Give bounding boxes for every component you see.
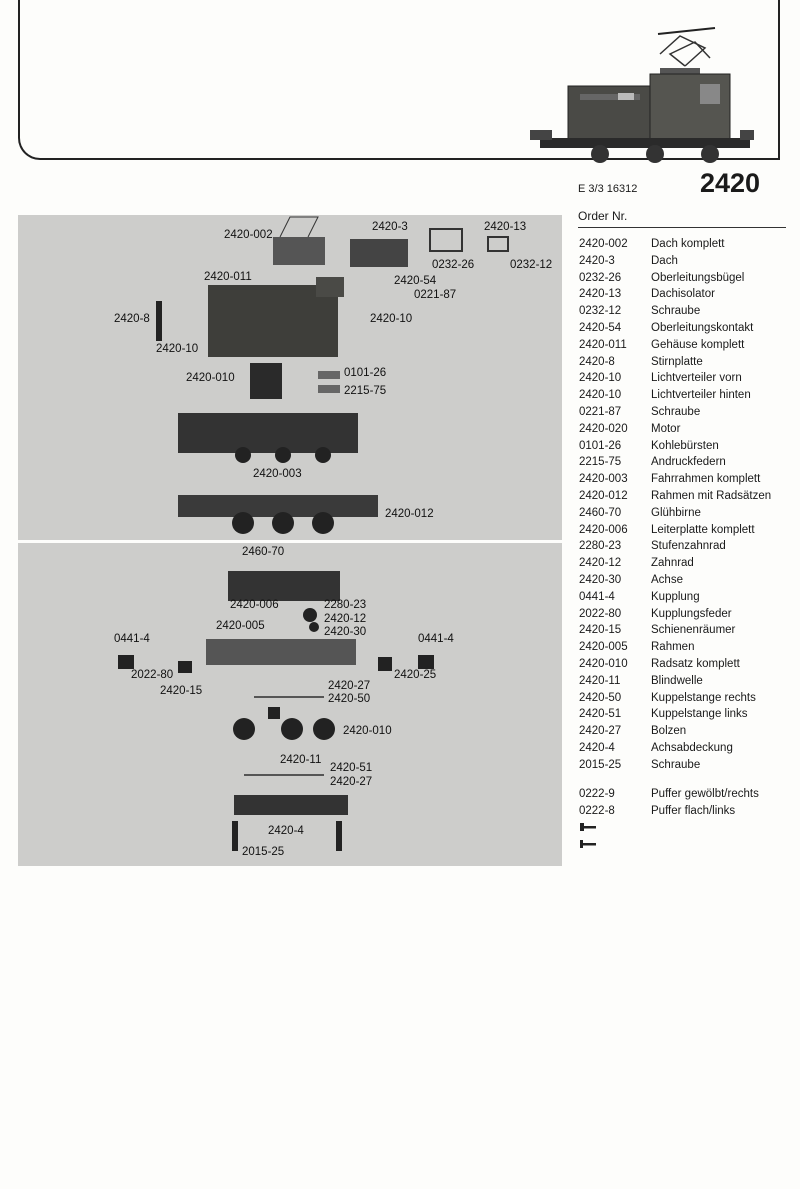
callout-label: 0232-26: [432, 259, 475, 271]
parts-list-row: [579, 471, 771, 488]
parts-list-row: [579, 757, 771, 774]
part-number: 0222-9: [579, 788, 615, 800]
callout-label: 2420-25: [394, 669, 437, 681]
callout-label: 2460-70: [242, 546, 285, 558]
parts-list-row: [579, 337, 771, 354]
callout-label: 2022-80: [131, 669, 174, 681]
callout-label: 2420-10: [370, 313, 413, 325]
parts-list-row: [579, 606, 771, 623]
part-number: 2420-005: [579, 641, 628, 654]
callout-label: 2420-13: [484, 221, 527, 233]
upper-parts-drawing: [18, 215, 562, 540]
part-description: Fahrrahmen komplett: [651, 473, 761, 486]
part-description: Schraube: [651, 305, 701, 318]
callout-label: 2420-27: [328, 680, 371, 692]
callout-label: 2420-003: [253, 468, 302, 480]
callout-label: 2420-006: [230, 599, 279, 611]
parts-list-row: [579, 488, 771, 505]
part-number: 0101-26: [579, 439, 622, 452]
callout-label: 2420-54: [394, 275, 437, 287]
part-description: Oberleitungsbügel: [651, 271, 745, 284]
part-number: 2420-11: [579, 674, 621, 687]
part-number: 2420-020: [579, 422, 628, 435]
part-number: 0441-4: [579, 590, 615, 603]
parts-list-row: [579, 723, 771, 740]
model-number: 2420: [700, 168, 761, 198]
callout-label: 2420-011: [204, 271, 252, 283]
part-description: Lichtverteiler vorn: [651, 372, 742, 385]
callout-label: 2420-15: [160, 685, 203, 697]
part-description: Puffer gewölbt/rechts: [651, 788, 759, 800]
part-description: Gehäuse komplett: [651, 338, 745, 351]
parts-list-row: [579, 803, 759, 820]
exploded-view-upper: [18, 215, 562, 540]
part-number: 2420-12: [579, 557, 622, 570]
order-number-label: Order Nr.: [578, 209, 628, 223]
callout-label: 0232-12: [510, 259, 553, 271]
part-description: Schraube: [651, 758, 701, 771]
model-subtitle: E 3/3 16312: [578, 183, 638, 195]
part-number: 2420-010: [579, 657, 628, 670]
parts-list-row: [579, 303, 771, 320]
part-description: Dach: [651, 254, 678, 267]
part-number: 2015-25: [579, 758, 622, 771]
part-number: 2420-10: [579, 372, 622, 385]
part-description: Achsabdeckung: [651, 741, 733, 754]
part-number: 2420-4: [579, 741, 615, 754]
callout-label: 2420-27: [330, 776, 373, 788]
parts-list-row: [579, 270, 771, 287]
part-number: 2420-012: [579, 489, 628, 502]
part-number: 2022-80: [579, 607, 622, 620]
parts-list-row: [579, 639, 771, 656]
lower-parts-drawing: [18, 543, 562, 866]
part-description: Zahnrad: [651, 557, 694, 570]
part-number: 2420-13: [579, 288, 622, 301]
parts-list-row: [579, 572, 771, 589]
part-description: Glühbirne: [651, 506, 701, 519]
callout-label: 0441-4: [418, 633, 454, 645]
part-description: Rahmen mit Radsätzen: [651, 489, 772, 502]
exploded-view-lower: [18, 543, 562, 866]
part-description: Dachisolator: [651, 288, 715, 301]
part-number: 0221-87: [579, 405, 622, 418]
callout-label: 2420-010: [186, 372, 235, 384]
buffer-parts-list: [579, 786, 759, 820]
part-description: Lichtverteiler hinten: [651, 389, 751, 402]
locomotive-illustration: [520, 18, 760, 163]
part-number: 2280-23: [579, 540, 622, 553]
callout-label: 2420-12: [324, 613, 367, 625]
part-description: Schienenräumer: [651, 624, 736, 637]
part-description: Kohlebürsten: [651, 439, 719, 452]
parts-list-row: [579, 253, 771, 270]
parts-list-row: [579, 404, 771, 421]
callout-label: 2420-012: [385, 508, 434, 520]
part-description: Rahmen: [651, 641, 695, 654]
part-description: Kuppelstange links: [651, 708, 748, 721]
order-divider: [578, 227, 786, 228]
part-description: Leiterplatte komplett: [651, 523, 755, 536]
callout-label: 2420-005: [216, 620, 265, 632]
buffer-flat-icon: [580, 839, 598, 849]
part-description: Stufenzahnrad: [651, 540, 726, 553]
part-number: 2420-54: [579, 321, 622, 334]
callout-label: 2420-010: [343, 725, 392, 737]
parts-list-row: [579, 438, 771, 455]
part-number: 2420-011: [579, 338, 627, 351]
callout-label: 2420-50: [328, 693, 371, 705]
callout-label: 2215-75: [344, 385, 387, 397]
part-description: Stirnplatte: [651, 355, 703, 368]
parts-list-row: [579, 286, 771, 303]
callout-label: 2280-23: [324, 599, 367, 611]
part-description: Puffer flach/links: [651, 804, 736, 817]
part-number: 2420-006: [579, 523, 628, 536]
callout-label: 2015-25: [242, 846, 285, 858]
callout-label: 0221-87: [414, 289, 457, 301]
part-description: Dach komplett: [651, 238, 725, 250]
part-number: 2420-27: [579, 725, 622, 738]
parts-list-row: [579, 522, 771, 539]
callout-label: 2420-30: [324, 626, 367, 638]
parts-list-row: [579, 673, 771, 690]
parts-list-row: [579, 454, 771, 471]
callout-label: 2420-10: [156, 343, 199, 355]
part-number: 2420-15: [579, 624, 622, 637]
parts-list-row: [579, 656, 771, 673]
part-number: 0232-26: [579, 271, 622, 284]
part-number: 2420-002: [579, 238, 628, 250]
callout-label: 2420-3: [372, 221, 408, 233]
part-number: 2420-003: [579, 473, 628, 486]
part-description: Motor: [651, 422, 681, 435]
part-description: Schraube: [651, 405, 701, 418]
buffer-domed-icon: [580, 822, 598, 832]
part-number: 2420-10: [579, 389, 622, 402]
part-number: 2420-8: [579, 355, 615, 368]
parts-list: [579, 236, 771, 774]
parts-list-row: [579, 538, 771, 555]
part-number: 0222-8: [579, 804, 615, 817]
part-description: Andruckfedern: [651, 456, 726, 469]
part-number: 2460-70: [579, 506, 622, 519]
callout-label: 2420-51: [330, 762, 373, 774]
callout-label: 2420-8: [114, 313, 150, 325]
parts-list-row: [579, 387, 771, 404]
part-description: Blindwelle: [651, 674, 703, 687]
part-description: Bolzen: [651, 725, 687, 738]
part-description: Radsatz komplett: [651, 657, 740, 670]
part-number: 2420-50: [579, 691, 622, 704]
part-description: Kupplungsfeder: [651, 607, 732, 620]
part-number: 2420-30: [579, 573, 622, 586]
callout-label: 2420-002: [224, 229, 273, 241]
parts-list-row: [579, 236, 771, 253]
part-number: 2420-3: [579, 254, 615, 267]
parts-list-row: [579, 622, 771, 639]
parts-list-row: [579, 740, 771, 757]
part-description: Kupplung: [651, 590, 700, 603]
part-description: Kuppelstange rechts: [651, 691, 756, 704]
part-description: Achse: [651, 573, 683, 586]
part-description: Oberleitungskontakt: [651, 321, 754, 334]
parts-list-row: [579, 786, 759, 803]
parts-list-row: [579, 589, 771, 606]
part-number: 2420-51: [579, 708, 622, 721]
parts-list-row: [579, 706, 771, 723]
parts-list-row: [579, 370, 771, 387]
parts-list-row: [579, 505, 771, 522]
part-number: 2215-75: [579, 456, 622, 469]
callout-label: 0441-4: [114, 633, 150, 645]
parts-list-row: [579, 320, 771, 337]
part-number: 0232-12: [579, 305, 622, 318]
callout-label: 2420-11: [280, 754, 322, 766]
callout-label: 2420-4: [268, 825, 304, 837]
callout-label: 0101-26: [344, 367, 387, 379]
parts-list-row: [579, 421, 771, 438]
parts-list-row: [579, 354, 771, 371]
parts-list-row: [579, 690, 771, 707]
parts-list-row: [579, 555, 771, 572]
